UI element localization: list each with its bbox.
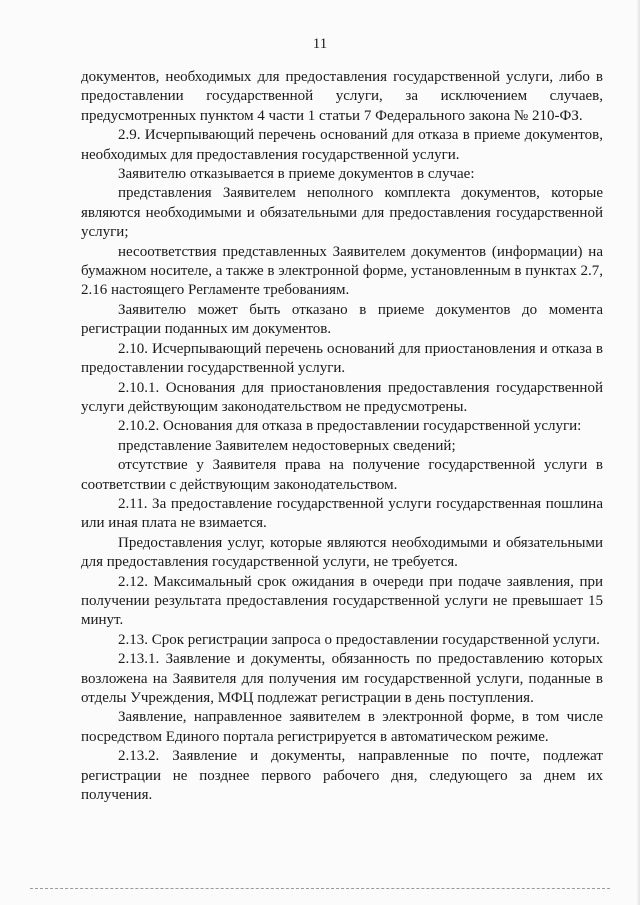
page-number: 11 [312, 36, 328, 52]
scan-bottom-edge [30, 888, 610, 889]
paragraph: 2.13. Срок регистрации запроса о предоставлении государственной услуги. [118, 631, 600, 648]
paragraph: Предоставления услуг, которые являются необходимыми и обязательными для предоставления государственной услуги, не требуется. [81, 534, 603, 571]
paragraph: 2.10.2. Основания для отказа в предоставлении государственной услуги: [118, 418, 582, 435]
paragraph: документов, необходимых для предоставления государственной услуги, либо в предоставлении государственной услуги, за исключением случаев, предусмотренных пунктом 4 части 1 статьи 7 Федерального закона № 210-ФЗ. [81, 69, 603, 124]
paragraph: 2.10.1. Основания для приостановления предоставления государственной услуги действующим законодательством не предусмотрены. [81, 379, 603, 415]
paragraph: представления Заявителем неполного комплекта документов, которые являются необходимыми и обязательными для предоставления государственной услуги; [81, 185, 603, 241]
paragraph: несоответствия представленных Заявителем документов (информации) на бумажном носителе, а также в электронной форме, установленным в пунктах 2.7, 2.16 настоящего Регламенте требованиям. [81, 243, 603, 299]
paragraph: Заявление, направленное заявителем в электронной форме, в том числе посредством Единого портала регистрируется в автоматическом режиме. [81, 709, 603, 745]
paragraph: 2.12. Максимальный срок ожидания в очереди при подаче заявления, при получении результата предоставления государственной услуги не превышает 15 минут. [81, 573, 603, 629]
paragraph: 2.10. Исчерпывающий перечень оснований для приостановления и отказа в предоставлении государственной услуги. [81, 340, 603, 377]
document-body [81, 68, 603, 805]
paragraph: Заявителю отказывается в приеме документов в случае: [118, 166, 475, 183]
paragraph: Заявителю может быть отказано в приеме документов до момента регистрации поданных им документов. [81, 301, 603, 338]
paragraph: отсутствие у Заявителя права на получение государственной услуги в соответствии с действующим законодательством. [81, 457, 603, 493]
paragraph: 2.13.1. Заявление и документы, обязанность по предоставлению которых возложена на Заявителя для получения им государственной услуги, поданные в отделы Учреждения, МФЦ подлежат регистрации в день поступления. [81, 651, 603, 706]
paragraph: представление Заявителем недостоверных сведений; [118, 437, 456, 454]
paragraph: 2.9. Исчерпывающий перечень оснований для отказа в приеме документов, необходимых для предоставления государственной услуги. [81, 127, 603, 163]
paragraph: 2.13.2. Заявление и документы, направленные по почте, подлежат регистрации не позднее первого рабочего дня, следующего за днем их получения. [81, 748, 603, 804]
paragraph: 2.11. За предоставление государственной услуги государственная пошлина или иная плата не взимается. [81, 495, 603, 532]
